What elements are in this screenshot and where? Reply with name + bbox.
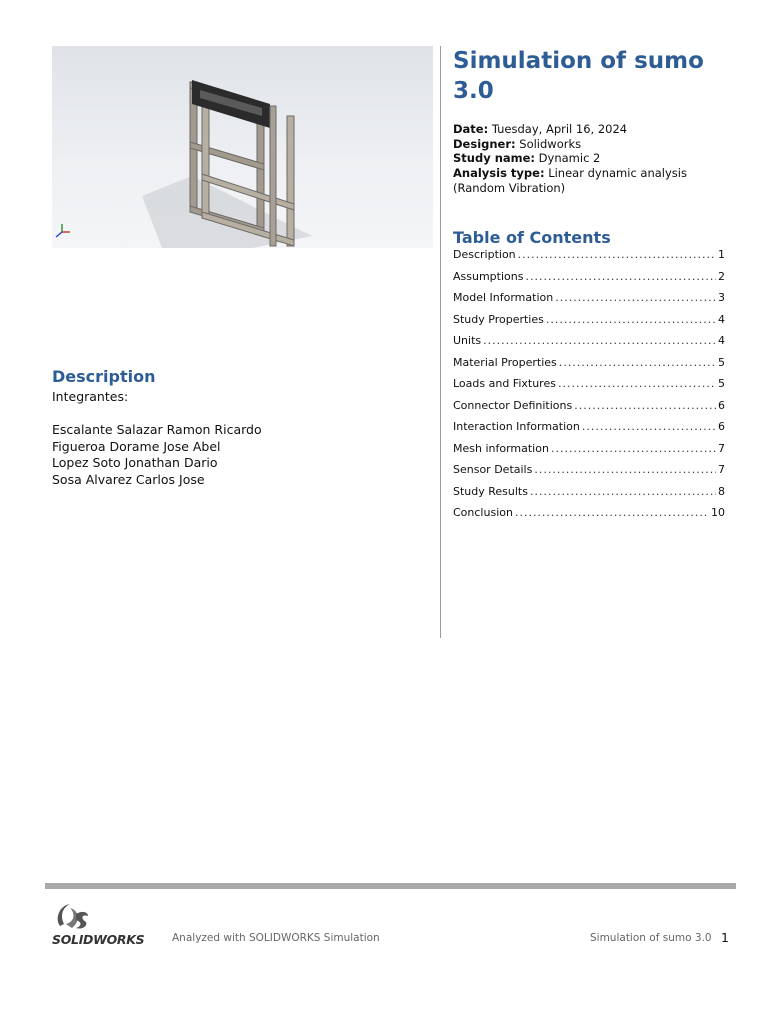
toc-item-sensor-details[interactable]: Sensor Details ..... 7: [453, 463, 725, 485]
toc-item-mesh-information[interactable]: Mesh information ..... 7: [453, 442, 725, 464]
footer-doc-title: Simulation of sumo 3.0: [590, 932, 712, 944]
solidworks-logo: [52, 900, 162, 946]
meta-study-name: Study name: Dynamic 2: [453, 151, 601, 166]
report-title: Simulation of sumo 3.0: [453, 48, 704, 104]
toc-item-assumptions[interactable]: Assumptions ..... 2: [453, 270, 725, 292]
frame-model-drawing: [52, 46, 433, 248]
description-intro: Integrantes:: [52, 389, 129, 404]
report-meta: [453, 122, 743, 196]
toc-item-units[interactable]: Units ..... 4: [453, 334, 725, 356]
member-name: Sosa Alvarez Carlos Jose: [52, 471, 205, 487]
member-name: Escalante Salazar Ramon Ricardo: [52, 422, 262, 437]
logo-text: SOLIDWORKS: [52, 932, 145, 947]
meta-designer: Designer: Solidworks: [453, 136, 582, 151]
toc-item-study-results[interactable]: Study Results ..... 8: [453, 485, 725, 507]
column-divider: [440, 46, 441, 638]
table-of-contents: [453, 248, 725, 528]
toc-item-model-information[interactable]: Model Information ..... 3: [453, 291, 725, 313]
model-render-image: [52, 46, 433, 248]
member-name: Figueroa Dorame Jose Abel: [52, 438, 221, 454]
toc-title: Table of Contents: [453, 228, 611, 247]
meta-date: Date: Tuesday, April 16, 2024: [453, 122, 628, 136]
meta-analysis-type: Analysis type: Linear dynamic analysis: [453, 166, 687, 181]
page-number: 1: [721, 930, 729, 945]
toc-item-interaction-information[interactable]: Interaction Information ..... 6: [453, 420, 725, 442]
toc-item-connector-definitions[interactable]: Connector Definitions ..... 6: [453, 399, 725, 421]
description-body: [52, 389, 262, 488]
toc-item-material-properties[interactable]: Material Properties ..... 5: [453, 356, 725, 378]
footer-note: Analyzed with SOLIDWORKS Simulation: [172, 932, 380, 944]
footer-rule: [45, 883, 736, 889]
toc-item-conclusion[interactable]: Conclusion ..... 10: [453, 506, 725, 528]
toc-item-description[interactable]: Description ..... 1: [453, 248, 725, 270]
description-heading: Description: [52, 367, 156, 386]
meta-analysis-type-extra: (Random Vibration): [453, 180, 566, 195]
ds-logo-icon: [52, 900, 92, 932]
toc-item-loads-and-fixtures[interactable]: Loads and Fixtures ..... 5: [453, 377, 725, 399]
member-name: Lopez Soto Jonathan Dario: [52, 455, 218, 470]
toc-item-study-properties[interactable]: Study Properties ..... 4: [453, 313, 725, 335]
